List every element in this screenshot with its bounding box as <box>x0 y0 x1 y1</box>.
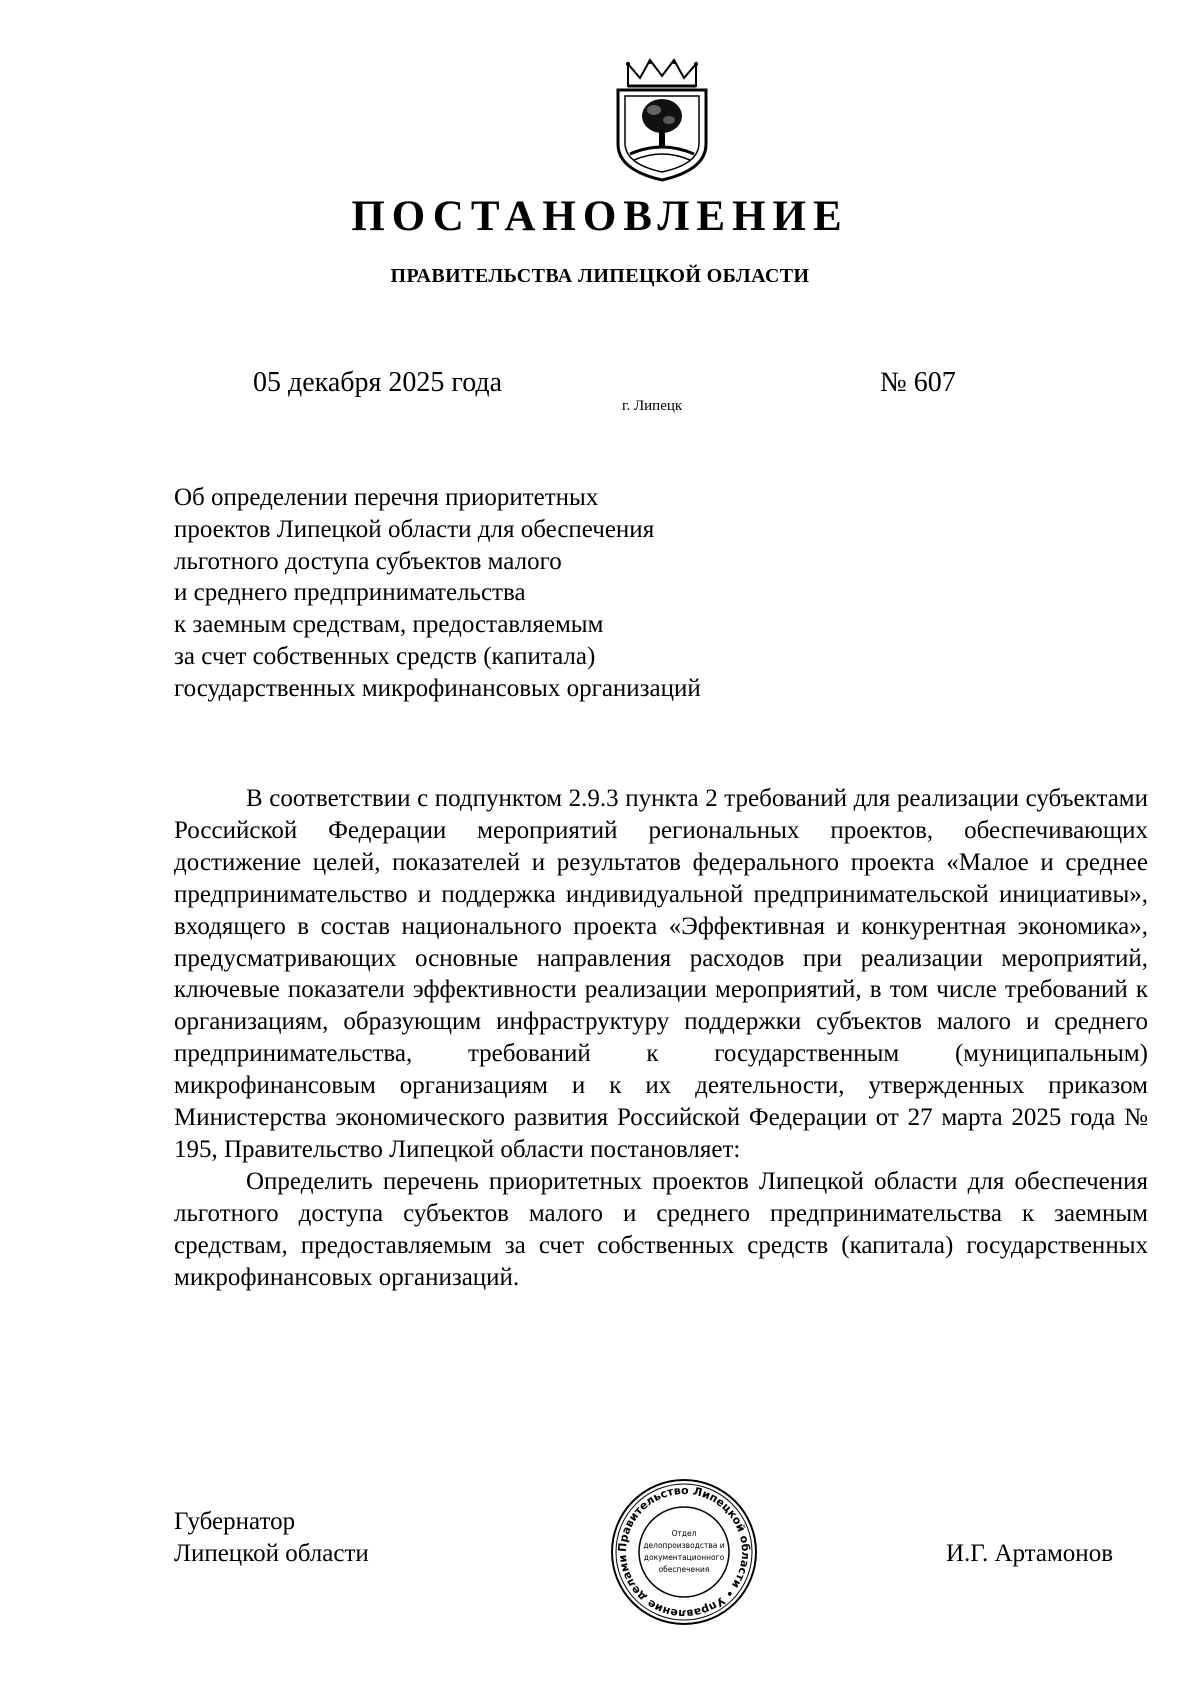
stamp-center-line: обеспечения <box>658 1565 710 1574</box>
subject-line: проектов Липецкой области для обеспечения <box>174 515 655 543</box>
subject-line: Об определении перечня приоритетных <box>174 484 599 511</box>
stamp-center-line: Отдел <box>671 1529 697 1538</box>
body-paragraph: Определить перечень приоритетных проектов Липецкой области для обеспечения льготного доступа субъектов малого и среднего предпринимательства к заемным средствам, предоставляемым за счет собственных средств (капитала) государственных микрофинансовых организаций. <box>174 1167 1148 1291</box>
document-number: № 607 <box>880 367 956 398</box>
coat-of-arms-icon <box>612 58 712 184</box>
document-subtitle: ПРАВИТЕЛЬСТВА ЛИПЕЦКОЙ ОБЛАСТИ <box>390 265 810 287</box>
subject-line: государственных микрофинансовых организаций <box>174 674 701 702</box>
stamp-center-line: документационного <box>643 1553 725 1562</box>
document-subject <box>174 482 814 705</box>
official-stamp <box>609 1478 759 1626</box>
signatory-position <box>174 1506 369 1570</box>
subject-line: к заемным средствам, предоставляемым <box>174 611 604 639</box>
signatory-name: И.Г. Артамонов <box>946 1540 1113 1567</box>
document-city: г. Липецк <box>622 398 683 414</box>
signatory-position-line: Липецкой области <box>174 1540 369 1567</box>
subject-line: льготного доступа субъектов малого <box>174 547 562 575</box>
document-title: ПОСТАНОВЛЕНИЕ <box>351 193 849 240</box>
signatory-position-line: Губернатор <box>174 1508 296 1535</box>
body-paragraph: В соответствии с подпунктом 2.9.3 пункта 2 требований для реализации субъектами Российской Федерации мероприятий региональных проектов, обеспечивающих достижение целей, показателей и результатов федерального проекта «Малое и среднее предпринимательство и поддержка индивидуальной предпринимательской инициативы», входящего в состав национального проекта «Эффективная и конкурентная экономика», предусматривающих основные направления расходов при реализации мероприятий, ключевые показатели эффективности реализации мероприятий, в том числе требований к организациям, образующим инфраструктуру поддержки субъектов малого и среднего предпринимательства, требований к государственным (муниципальным) микрофинансовым организациям и к их деятельности, утвержденных приказом Министерства экономического развития Российской Федерации от 27 марта 2025 года № 195, Правительство Липецкой области постановляет: <box>174 785 1148 1163</box>
document-body <box>174 783 1148 1294</box>
subject-line: за счет собственных средств (капитала) <box>174 642 596 670</box>
stamp-center-line: делопроизводства и <box>643 1541 725 1550</box>
subject-line: и среднего предпринимательства <box>174 579 526 607</box>
document-date: 05 декабря 2025 года <box>253 367 503 398</box>
stamp-ring-text: Правительство Липецкой области • Управление делами <box>615 1483 753 1621</box>
